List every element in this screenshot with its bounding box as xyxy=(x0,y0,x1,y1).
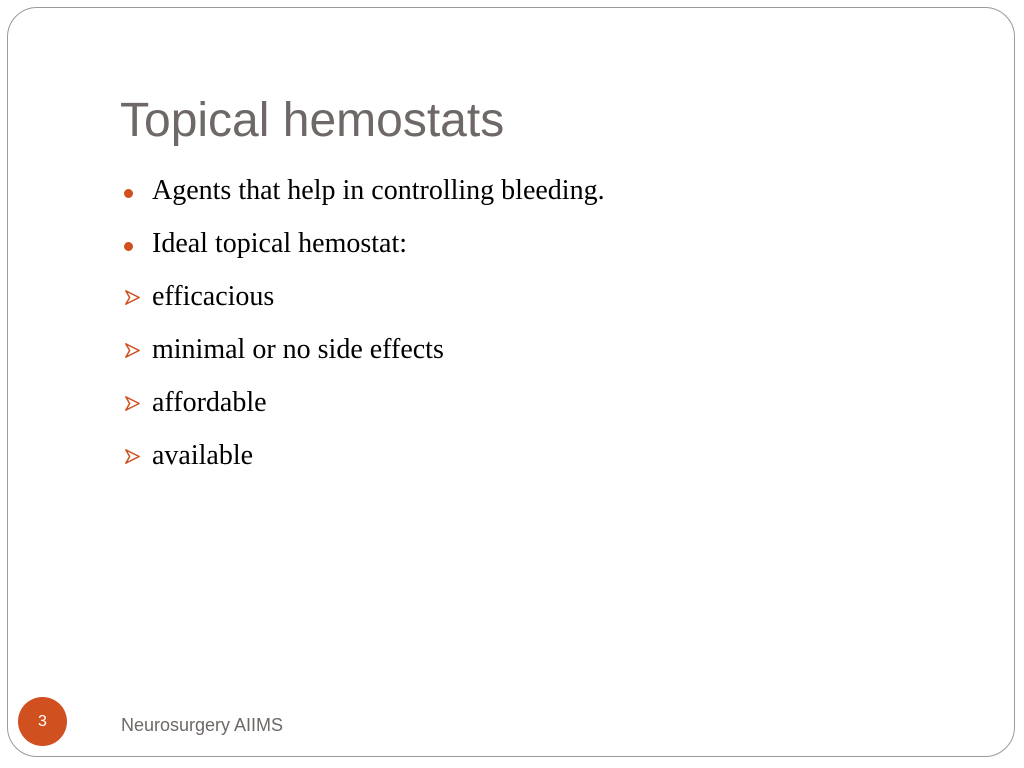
bullet-item xyxy=(120,333,605,386)
bullet-text: minimal or no side effects xyxy=(152,334,444,365)
bullet-text: available xyxy=(152,440,254,471)
bullet-dot-icon xyxy=(120,227,152,261)
bullet-dot-icon xyxy=(120,174,152,208)
arrow-bullet-icon xyxy=(120,439,152,473)
slide-title: Topical hemostats xyxy=(120,94,505,147)
bullet-text: affordable xyxy=(152,387,267,418)
bullet-item xyxy=(120,280,605,333)
arrow-bullet-icon xyxy=(120,280,152,314)
footer-text: Neurosurgery AIIMS xyxy=(121,715,284,735)
arrow-bullet-icon xyxy=(120,333,152,367)
slide-frame xyxy=(7,7,1015,757)
page-number-badge xyxy=(18,697,67,746)
bullet-list xyxy=(120,174,605,492)
bullet-text: Ideal topical hemostat: xyxy=(152,228,408,259)
bullet-item xyxy=(120,439,605,492)
bullet-text: efficacious xyxy=(152,281,275,312)
arrow-bullet-icon xyxy=(120,386,152,420)
bullet-item xyxy=(120,174,605,227)
page-number: 3 xyxy=(38,712,47,730)
bullet-text: Agents that help in controlling bleeding. xyxy=(152,175,605,206)
bullet-item xyxy=(120,386,605,439)
bullet-item xyxy=(120,227,605,280)
